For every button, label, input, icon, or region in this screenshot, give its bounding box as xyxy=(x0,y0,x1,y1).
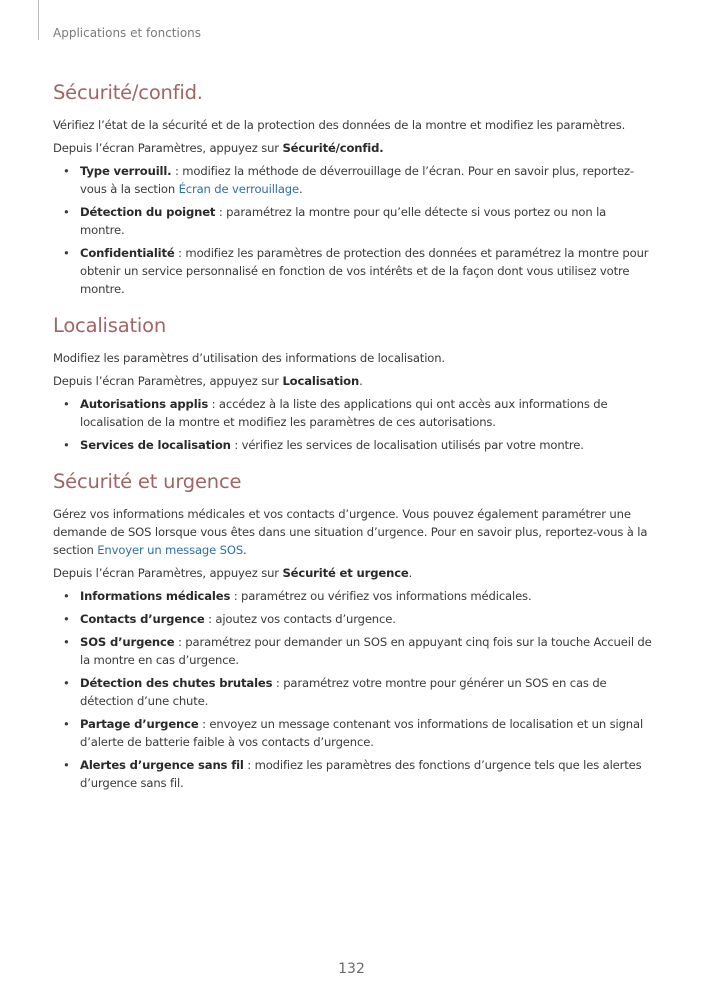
option-term: SOS d’urgence xyxy=(80,635,175,649)
section-localisation xyxy=(53,313,653,454)
list-item: • Autorisations applis : accédez à la liste des applications qui ont accès aux informations de localisation de la montre et modifiez les paramètres de ces autorisations. xyxy=(63,397,608,429)
settings-path: Depuis l’écran Paramètres, appuyez sur Localisation. xyxy=(53,374,363,388)
page-number: 132 xyxy=(338,961,365,977)
bullet: • xyxy=(63,589,70,603)
option-term: Services de localisation xyxy=(80,438,231,452)
option-term: Alertes d’urgence sans fil xyxy=(80,758,244,772)
settings-path-target: Localisation xyxy=(282,374,360,388)
section-intro: Gérez vos informations médicales et vos contacts d’urgence. Vous pouvez également paramétrer une demande de SOS lorsque vous êtes dans une situation d’urgence. Pour en savoir plus, reportez-vous à la section Envoyer un message SOS. xyxy=(53,507,648,557)
section-title: Sécurité/confid. xyxy=(53,81,203,104)
option-term: Détection du poignet xyxy=(80,205,216,219)
section-intro: Vérifiez l’état de la sécurité et de la protection des données de la montre et modifiez les paramètres. xyxy=(53,118,626,132)
list-item: • Partage d’urgence : envoyez un message contenant vos informations de localisation et un signal d’alerte de batterie faible à vos contacts d’urgence. xyxy=(63,717,644,749)
list-item: • Services de localisation : vérifiez les services de localisation utilisés par votre montre. xyxy=(63,438,584,452)
section-title: Localisation xyxy=(53,314,167,337)
bullet: • xyxy=(63,717,70,731)
page-content xyxy=(53,80,653,807)
settings-path: Depuis l’écran Paramètres, appuyez sur Sécurité et urgence. xyxy=(53,566,413,580)
option-list xyxy=(53,395,653,454)
section-securite-confid xyxy=(53,80,653,298)
option-term: Type verrouill. xyxy=(80,164,172,178)
option-term: Informations médicales xyxy=(80,589,231,603)
bullet: • xyxy=(63,205,70,219)
list-item: • Type verrouill. : modifiez la méthode de déverrouillage de l’écran. Pour en savoir plus, reportez-vous à la section Écran de verrouillage. xyxy=(63,164,634,196)
list-item: • Détection des chutes brutales : paramétrez votre montre pour générer un SOS en cas de détection d’une chute. xyxy=(63,676,607,708)
cross-reference-link[interactable]: Envoyer un message SOS xyxy=(97,543,244,557)
settings-path: Depuis l’écran Paramètres, appuyez sur Sécurité/confid. xyxy=(53,141,384,155)
option-term: Confidentialité xyxy=(80,246,175,260)
header-divider xyxy=(38,0,39,40)
option-term: Partage d’urgence xyxy=(80,717,199,731)
list-item: • Informations médicales : paramétrez ou vérifiez vos informations médicales. xyxy=(63,589,532,603)
bullet: • xyxy=(63,612,70,626)
bullet: • xyxy=(63,635,70,649)
bullet: • xyxy=(63,676,70,690)
option-list xyxy=(53,587,653,792)
option-list xyxy=(53,162,653,298)
settings-path-target: Sécurité et urgence xyxy=(282,566,409,580)
list-item: • Alertes d’urgence sans fil : modifiez les paramètres des fonctions d’urgence tels que les alertes d’urgence sans fil. xyxy=(63,758,642,790)
cross-reference-link[interactable]: Écran de verrouillage xyxy=(178,182,299,196)
section-securite-urgence xyxy=(53,469,653,792)
bullet: • xyxy=(63,246,70,260)
list-item: • Confidentialité : modifiez les paramètres de protection des données et paramétrez la montre pour obtenir un service personnalisé en fonction de vos intérêts et de la façon dont vous utilisez votre montre. xyxy=(63,246,649,296)
option-term: Détection des chutes brutales xyxy=(80,676,273,690)
option-term: Autorisations applis xyxy=(80,397,209,411)
option-term: Contacts d’urgence xyxy=(80,612,205,626)
list-item: • Contacts d’urgence : ajoutez vos contacts d’urgence. xyxy=(63,612,396,626)
running-head: Applications et fonctions xyxy=(53,26,202,40)
bullet: • xyxy=(63,397,70,411)
settings-path-target: Sécurité/confid. xyxy=(282,141,384,155)
section-title: Sécurité et urgence xyxy=(53,470,242,493)
bullet: • xyxy=(63,164,70,178)
bullet: • xyxy=(63,758,70,772)
bullet: • xyxy=(63,438,70,452)
list-item: • SOS d’urgence : paramétrez pour demander un SOS en appuyant cinq fois sur la touche Accueil de la montre en cas d’urgence. xyxy=(63,635,652,667)
list-item: • Détection du poignet : paramétrez la montre pour qu’elle détecte si vous portez ou non la montre. xyxy=(63,205,607,237)
section-intro: Modifiez les paramètres d’utilisation des informations de localisation. xyxy=(53,351,445,365)
